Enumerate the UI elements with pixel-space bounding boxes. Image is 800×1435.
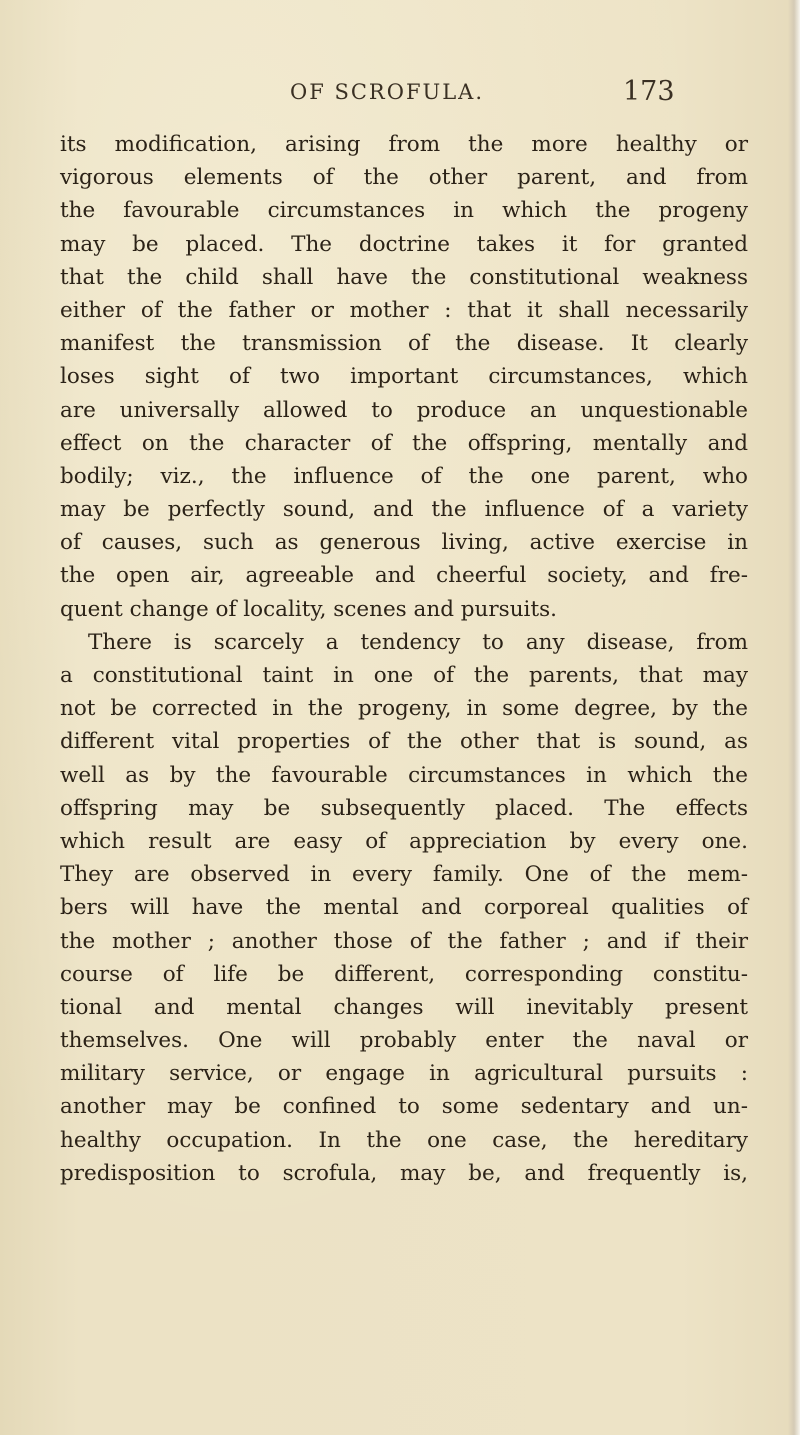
text-line: which result are easy of appreciation by every one. <box>60 828 748 854</box>
text-line: course of life be different, corresponding constitu- <box>60 961 748 987</box>
text-line: either of the father or mother : that it shall necessarily <box>60 297 748 323</box>
text-line: another may be confined to some sedentary and un- <box>60 1094 748 1120</box>
page-number: 173 <box>623 76 675 107</box>
text-line: manifest the transmission of the disease. It clearly <box>60 331 748 357</box>
text-line: the open air, agreeable and cheerful society, and fre- <box>60 563 748 589</box>
text-line: bodily; viz., the influence of the one parent, who <box>60 463 748 489</box>
text-line: a constitutional taint in one of the parents, that may <box>60 663 748 688</box>
text-line: its modification, arising from the more healthy or <box>60 132 748 157</box>
text-line: not be corrected in the progeny, in some degree, by the <box>60 696 748 722</box>
text-line: of causes, such as generous living, active exercise in <box>60 530 748 556</box>
paragraph-first-line: There is scarcely a tendency to any disease, from <box>88 629 748 655</box>
text-line: military service, or engage in agricultural pursuits : <box>60 1061 748 1087</box>
running-head: OF SCROFULA. <box>290 80 484 104</box>
page-header <box>0 72 800 112</box>
page-edge <box>788 0 800 1435</box>
text-line: the mother ; another those of the father ; and if their <box>60 928 748 954</box>
text-line: different vital properties of the other that is sound, as <box>60 729 748 755</box>
text-line: offspring may be subsequently placed. The effects <box>60 795 748 821</box>
text-line: may be perfectly sound, and the influence of a variety <box>60 497 748 523</box>
text-line: well as by the favourable circumstances in which the <box>60 762 748 788</box>
text-line: effect on the character of the offspring, mentally and <box>60 430 748 456</box>
text-line: bers will have the mental and corporeal qualities of <box>60 895 748 921</box>
text-line: the favourable circumstances in which the progeny <box>60 198 748 224</box>
paragraph-last-line: quent change of locality, scenes and pursuits. <box>60 596 557 622</box>
text-line: themselves. One will probably enter the naval or <box>60 1028 748 1054</box>
body-text <box>60 128 748 1190</box>
text-line: may be placed. The doctrine takes it for granted <box>60 231 748 257</box>
text-line: They are observed in every family. One of the mem- <box>60 862 748 888</box>
text-line: that the child shall have the constitutional weakness <box>60 264 748 290</box>
text-line: predisposition to scrofula, may be, and frequently is, <box>60 1160 748 1186</box>
text-line: vigorous elements of the other parent, and from <box>60 165 748 191</box>
text-line: tional and mental changes will inevitably present <box>60 994 748 1020</box>
text-line: are universally allowed to produce an unquestionable <box>60 397 748 423</box>
text-line: loses sight of two important circumstances, which <box>60 364 748 390</box>
text-line: healthy occupation. In the one case, the hereditary <box>60 1127 748 1153</box>
